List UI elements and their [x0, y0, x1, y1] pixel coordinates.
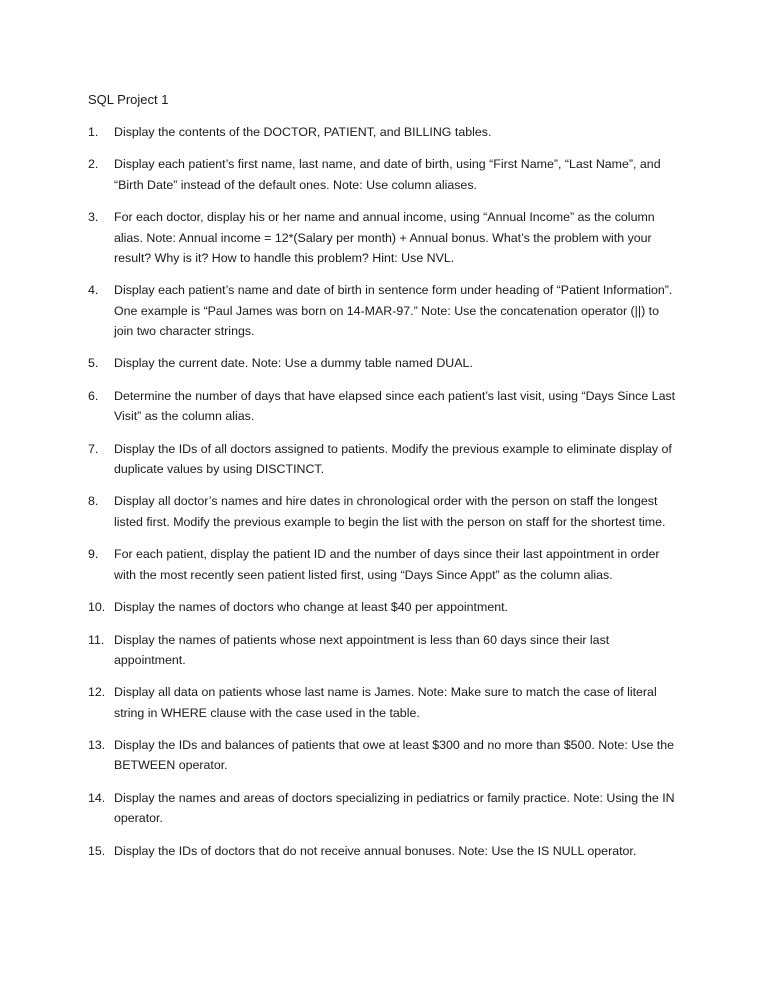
question-text: For each patient, display the patient ID and the number of days since their last appointment in order with the most recently seen patient listed first, using “Days Since Appt” as the column alias.	[114, 547, 660, 582]
question-item	[88, 630, 678, 671]
question-number: 4.	[88, 283, 99, 298]
question-item	[88, 544, 678, 585]
question-item	[88, 439, 678, 480]
question-item	[88, 154, 678, 195]
question-text: Display the IDs of doctors that do not receive annual bonuses. Note: Use the IS NULL operator.	[114, 843, 637, 858]
question-item	[88, 122, 678, 142]
question-item	[88, 597, 678, 617]
question-number: 6.	[88, 388, 99, 403]
question-item	[88, 682, 678, 723]
question-item	[88, 280, 678, 341]
question-number: 1.	[88, 125, 99, 139]
question-number: 8.	[88, 494, 99, 509]
question-text: Display the names of doctors who change at least $40 per appointment.	[114, 600, 508, 615]
question-number: 10.	[88, 600, 106, 615]
question-text: Display the IDs of all doctors assigned to patients. Modify the previous example to eliminate display of duplicate values by using DISCTINCT.	[114, 441, 672, 476]
question-item	[88, 491, 678, 532]
question-item	[88, 386, 678, 427]
question-text: Display each patient’s name and date of birth in sentence form under heading of “Patient Information”. One example is “Paul James was born on 14-MAR-97.” Note: Use the concatenation operator (||) to join two character strings.	[114, 283, 673, 338]
question-number: 3.	[88, 210, 99, 225]
question-number: 5.	[88, 356, 99, 371]
question-number: 2.	[88, 157, 99, 172]
question-number: 14.	[88, 790, 106, 805]
question-number: 11.	[88, 632, 105, 647]
question-text: Display the IDs and balances of patients that owe at least $300 and no more than $500. Note: Use the BETWEEN operator.	[114, 738, 674, 773]
document-title: SQL Project 1	[88, 92, 169, 107]
question-text: Display all doctor’s names and hire dates in chronological order with the person on staff the longest listed first. Modify the previous example to begin the list with the person on staff for the shortest time.	[114, 494, 666, 529]
question-text: Display the current date. Note: Use a dummy table named DUAL.	[114, 356, 473, 371]
question-number: 9.	[88, 547, 99, 562]
question-text: Display the names of patients whose next appointment is less than 60 days since their last appointment.	[114, 632, 610, 667]
question-list	[88, 122, 678, 873]
question-text: Display all data on patients whose last name is James. Note: Make sure to match the case of literal string in WHERE clause with the case used in the table.	[114, 685, 657, 720]
question-number: 13.	[88, 738, 106, 753]
question-item	[88, 788, 678, 829]
question-text: For each doctor, display his or her name and annual income, using “Annual Income” as the column alias. Note: Annual income = 12*(Salary per month) + Annual bonus. What’s the problem with your result? Why is it? How to handle this problem? Hint: Use NVL.	[114, 210, 655, 265]
question-item	[88, 207, 678, 268]
question-number: 15.	[88, 843, 106, 858]
question-number: 12.	[88, 685, 106, 700]
question-text: Determine the number of days that have elapsed since each patient’s last visit, using “Days Since Last Visit” as the column alias.	[114, 388, 676, 424]
question-item	[88, 735, 678, 776]
question-text: Display each patient’s first name, last name, and date of birth, using “First Name”, “Last Name”, and “Birth Date” instead of the default ones. Note: Use column aliases.	[114, 157, 661, 192]
question-number: 7.	[88, 441, 99, 456]
question-item	[88, 353, 678, 373]
question-text: Display the contents of the DOCTOR, PATIENT, and BILLING tables.	[114, 125, 492, 139]
question-text: Display the names and areas of doctors specializing in pediatrics or family practice. Note: Using the IN operator.	[114, 790, 675, 826]
question-item	[88, 841, 678, 861]
